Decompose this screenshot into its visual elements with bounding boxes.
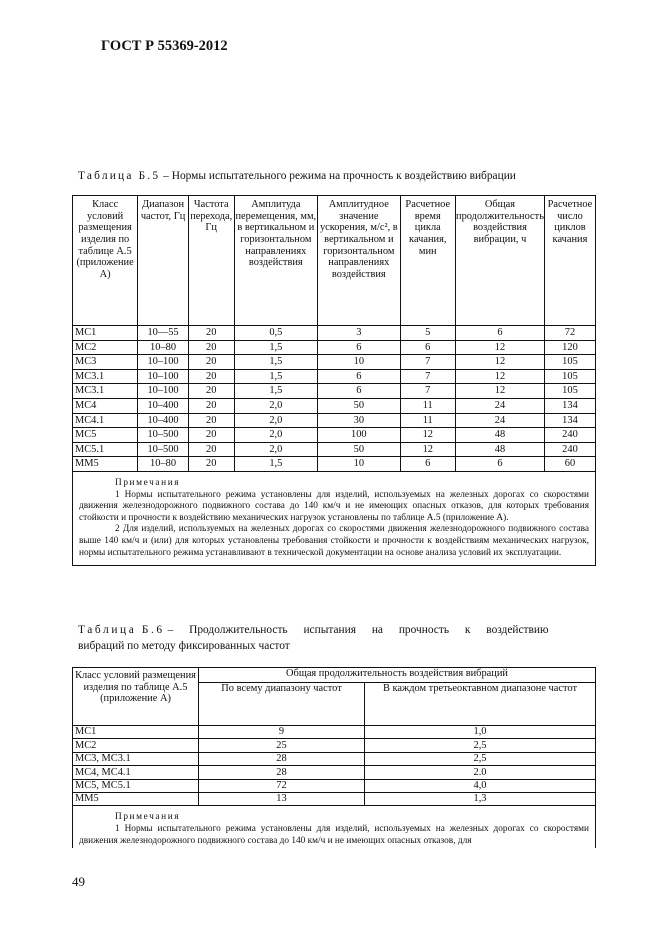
table-cell: 12	[456, 340, 545, 355]
table6	[72, 667, 596, 848]
table-cell: МС5	[73, 428, 138, 443]
table-cell: 50	[318, 442, 400, 457]
table5-col-header: Амплитудное значение ускорения, м/с², в вертикальном и горизонтальном направлениях воздействия	[318, 196, 400, 326]
table-cell: 72	[544, 326, 595, 341]
table-row	[73, 384, 596, 399]
table6-notes	[73, 806, 596, 849]
table-row	[73, 340, 596, 355]
table-cell: 10–100	[138, 355, 189, 370]
table-cell: 105	[544, 355, 595, 370]
table6-col-a: По всему диапазону частот	[199, 683, 365, 726]
table6-label: Таблица Б.6	[78, 624, 165, 636]
table6-caption	[78, 624, 549, 636]
table-row	[73, 779, 596, 792]
table-cell: 2.0	[365, 766, 596, 779]
table6-notes-row	[73, 806, 596, 849]
table-cell: 20	[188, 384, 234, 399]
table-cell: 10–400	[138, 398, 189, 413]
table5-col-header: Расчетное время цикла качания, мин	[400, 196, 456, 326]
table-cell: 240	[544, 442, 595, 457]
table-cell: 48	[456, 442, 545, 457]
document-header: ГОСТ Р 55369-2012	[101, 38, 228, 54]
table-cell: 60	[544, 457, 595, 472]
table-cell: 12	[456, 369, 545, 384]
table5-col-header: Класс условий размещения изделия по таблице А.5 (приложение А)	[73, 196, 138, 326]
table-cell: 1,3	[365, 792, 596, 805]
table-cell: 2,0	[234, 413, 318, 428]
table-cell: 1,5	[234, 457, 318, 472]
table6-notes-title: Примечания	[115, 812, 181, 823]
table-cell: МС3, МС3.1	[73, 752, 199, 765]
table6-title-line2: вибраций по методу фиксированных частот	[78, 640, 290, 652]
table-cell: 13	[199, 792, 365, 805]
table-cell: 20	[188, 355, 234, 370]
table5-caption	[78, 170, 516, 182]
table-cell: 10–400	[138, 413, 189, 428]
table-row	[73, 326, 596, 341]
table5-notes	[73, 471, 596, 565]
table-cell: МС2	[73, 739, 199, 752]
table-cell: 10–80	[138, 340, 189, 355]
table-cell: 10–100	[138, 369, 189, 384]
table-cell: 6	[318, 340, 400, 355]
table-row	[73, 428, 596, 443]
table6-col-class: Класс условий размещения изделия по таблице А.5 (приложение А)	[73, 668, 199, 726]
table5-col-header: Частота перехода, Гц	[188, 196, 234, 326]
table-cell: 6	[400, 457, 456, 472]
table-cell: 11	[400, 413, 456, 428]
table5	[72, 195, 596, 566]
table-cell: 4,0	[365, 779, 596, 792]
table5-note-1: 1 Нормы испытательного режима установлены для изделий, используемых на железных дорогах со скоростями движения железнодорожного подвижного состава до 140 км/ч и не имеющих опасных отказов, для которых требования стойкости и прочности к воздействию механических нагрузок установлены по таблице А.5 (приложение А).	[79, 489, 589, 523]
table-cell: 10	[318, 457, 400, 472]
table-cell: МС3.1	[73, 384, 138, 399]
table-cell: 10–80	[138, 457, 189, 472]
table5-notes-title: Примечания	[115, 477, 181, 488]
table-cell: 24	[456, 413, 545, 428]
table-cell: 10—55	[138, 326, 189, 341]
table-cell: 6	[456, 326, 545, 341]
table-cell: 1,5	[234, 340, 318, 355]
table-cell: МС3	[73, 355, 138, 370]
table-cell: 11	[400, 398, 456, 413]
table-cell: 1,5	[234, 355, 318, 370]
table-cell: 2,0	[234, 398, 318, 413]
table-cell: 12	[456, 384, 545, 399]
table-cell: ММ5	[73, 457, 138, 472]
table-row	[73, 792, 596, 805]
table-cell: 5	[400, 326, 456, 341]
table-cell: 6	[400, 340, 456, 355]
table-cell: 2,0	[234, 428, 318, 443]
table-cell: 12	[456, 355, 545, 370]
table-cell: 12	[400, 442, 456, 457]
table-cell: 100	[318, 428, 400, 443]
table-cell: 240	[544, 428, 595, 443]
table-cell: 20	[188, 457, 234, 472]
table-cell: МС1	[73, 726, 199, 739]
table-cell: 1,5	[234, 384, 318, 399]
table-cell: 6	[456, 457, 545, 472]
table-cell: 3	[318, 326, 400, 341]
table6-header-row	[73, 668, 596, 683]
page-number: 49	[72, 874, 85, 889]
table-cell: 6	[318, 384, 400, 399]
table-cell: МС2	[73, 340, 138, 355]
table5-col-header: Диапазон частот, Гц	[138, 196, 189, 326]
table-cell: 0,5	[234, 326, 318, 341]
table-cell: 120	[544, 340, 595, 355]
table-cell: 7	[400, 369, 456, 384]
table-row	[73, 766, 596, 779]
table-row	[73, 726, 596, 739]
table6-col-b: В каждом третьеоктавном диапазоне частот	[365, 683, 596, 726]
table-cell: МС4	[73, 398, 138, 413]
table-cell: МС5.1	[73, 442, 138, 457]
table-cell: 20	[188, 398, 234, 413]
table-cell: 24	[456, 398, 545, 413]
table6-col-group: Общая продолжительность воздействия вибраций	[199, 668, 596, 683]
table-row	[73, 739, 596, 752]
table-row	[73, 369, 596, 384]
table-cell: МС4.1	[73, 413, 138, 428]
table-cell: 7	[400, 384, 456, 399]
table5-label: Таблица Б.5	[78, 170, 161, 182]
table-cell: 20	[188, 326, 234, 341]
table-cell: МС5, МС5.1	[73, 779, 199, 792]
table5-col-header: Амплитуда перемещения, мм, в вертикальном и горизонтальном направлениях воздействия	[234, 196, 318, 326]
table5-col-header: Общая продолжительность воздействия вибрации, ч	[456, 196, 545, 326]
table-cell: 20	[188, 428, 234, 443]
table-cell: 20	[188, 369, 234, 384]
table-cell: 20	[188, 413, 234, 428]
table-cell: 20	[188, 340, 234, 355]
table-cell: 6	[318, 369, 400, 384]
table-row	[73, 442, 596, 457]
table-cell: 1,5	[234, 369, 318, 384]
table-cell: 134	[544, 413, 595, 428]
table-cell: 10–500	[138, 442, 189, 457]
table-cell: 9	[199, 726, 365, 739]
table-cell: 105	[544, 384, 595, 399]
table-cell: 2,0	[234, 442, 318, 457]
table-cell: 10–500	[138, 428, 189, 443]
table-row	[73, 752, 596, 765]
table-cell: 105	[544, 369, 595, 384]
table5-notes-row	[73, 471, 596, 565]
table-row	[73, 355, 596, 370]
table-cell: 25	[199, 739, 365, 752]
table-cell: 2,5	[365, 739, 596, 752]
table-row	[73, 398, 596, 413]
table-cell: МС4, МС4.1	[73, 766, 199, 779]
table-cell: 48	[456, 428, 545, 443]
table5-header-row	[73, 196, 596, 326]
table-row	[73, 457, 596, 472]
table6-note-1: 1 Нормы испытательного режима установлены для изделий, используемых на железных дорогах со скоростями движения железнодорожного подвижного состава до 140 км/ч и не имеющих опасных отказов, для	[79, 823, 589, 846]
table5-note-2: 2 Для изделий, используемых на железных дорогах со скоростями движения железнодорожного подвижного состава выше 140 км/ч и (или) для которых установлены требования стойкости и прочности к воздействиям механических нагрузок, нормы испытательного режима устанавливают в технической документации на основе анализа условий их эксплуатации.	[79, 524, 589, 558]
table-cell: 10	[318, 355, 400, 370]
table-cell: 28	[199, 766, 365, 779]
table-cell: 2,5	[365, 752, 596, 765]
table-cell: МС3.1	[73, 369, 138, 384]
table-cell: 50	[318, 398, 400, 413]
table-cell: 10–100	[138, 384, 189, 399]
table-cell: 72	[199, 779, 365, 792]
table-cell: 134	[544, 398, 595, 413]
table5-col-header: Расчетное число циклов качания	[544, 196, 595, 326]
table-cell: 30	[318, 413, 400, 428]
table6-title-line1: – Продолжительность испытания на прочность к воздействию	[167, 624, 549, 636]
table-cell: 28	[199, 752, 365, 765]
table-cell: 12	[400, 428, 456, 443]
table-cell: 7	[400, 355, 456, 370]
table-cell: ММ5	[73, 792, 199, 805]
table-cell: 1,0	[365, 726, 596, 739]
table-cell: МС1	[73, 326, 138, 341]
table-cell: 20	[188, 442, 234, 457]
table5-title: – Нормы испытательного режима на прочность к воздействию вибрации	[163, 170, 516, 182]
table-row	[73, 413, 596, 428]
